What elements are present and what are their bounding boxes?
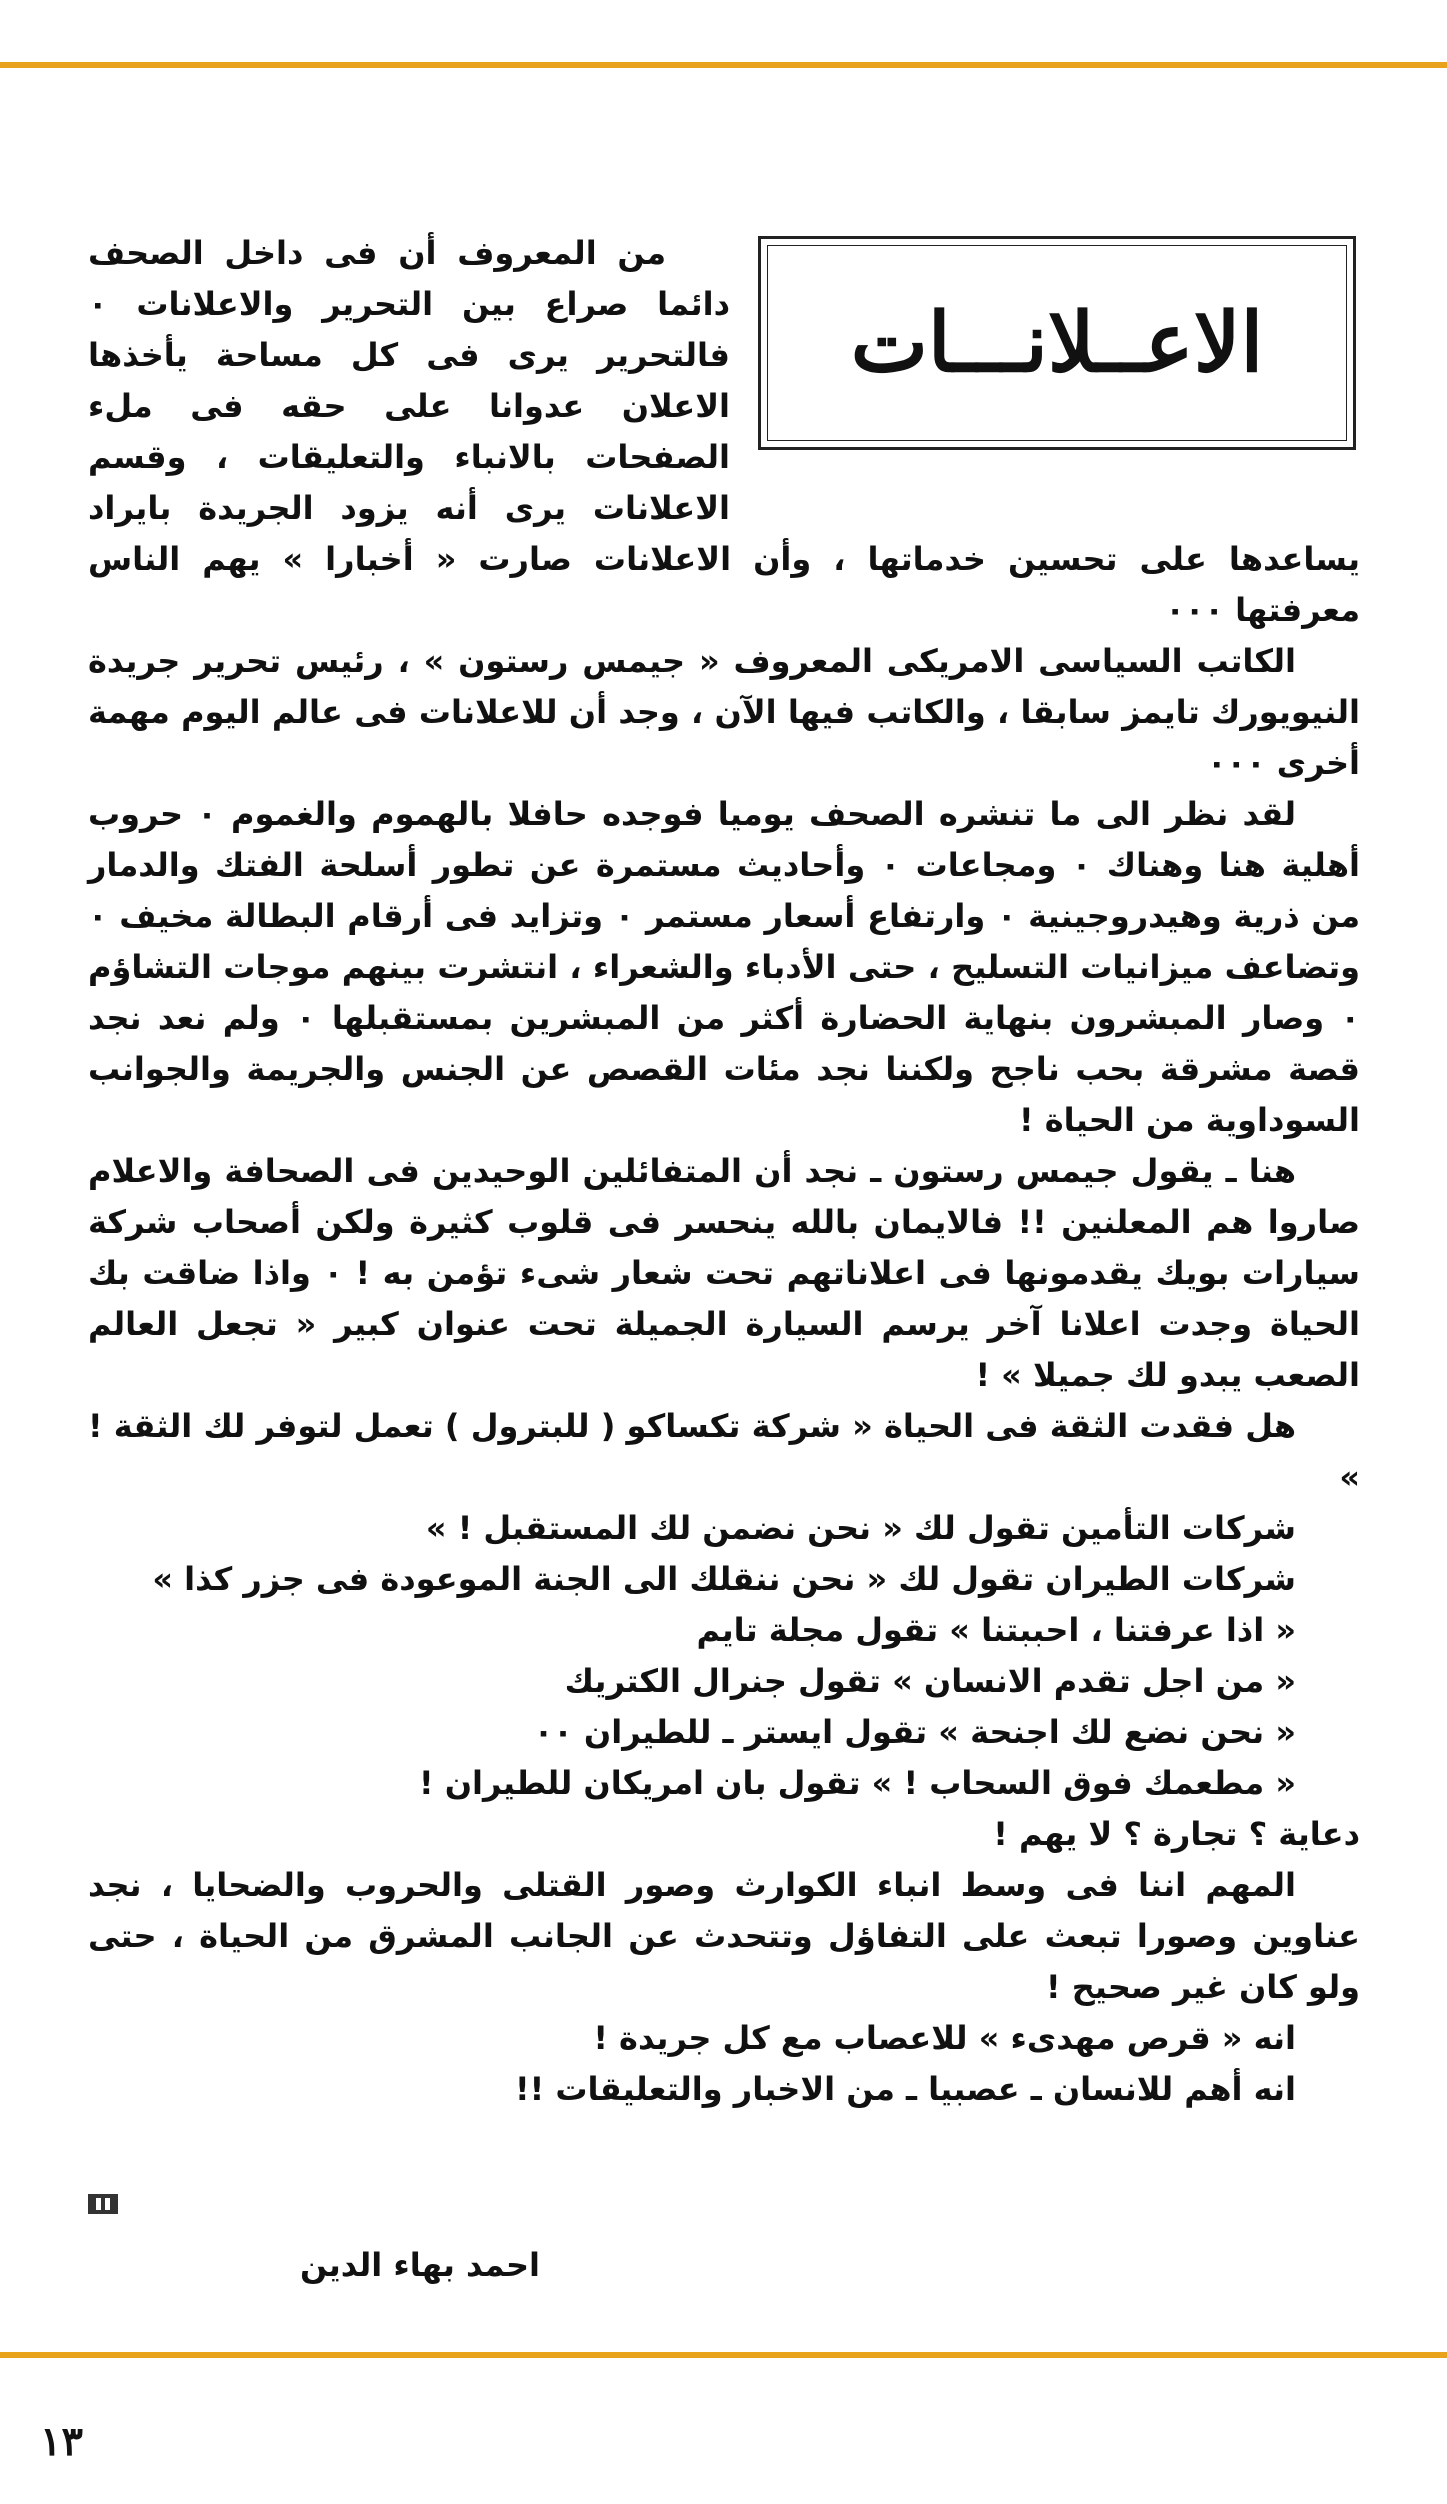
article-body <box>88 228 1360 2115</box>
ad-slogans-list <box>88 1503 1360 1809</box>
slogan-3: « اذا عرفتنا ، احببتنا » تقول مجلة تايم <box>696 1611 1296 1649</box>
end-of-article-mark <box>88 2194 118 2214</box>
slogan-2: شركات الطيران تقول لك « نحن ننقلك الى الجنة الموعودة فى جزر كذا » <box>152 1560 1296 1598</box>
author-name: احمد بهاء الدين <box>299 2246 540 2284</box>
page-number: ١٣ <box>40 2418 83 2465</box>
paragraph-5: هل فقدت الثقة فى الحياة « شركة تكساكو ( للبترول ) تعمل لتوفر لك الثقة ! » <box>88 1407 1360 1496</box>
paragraph-2: الكاتب السياسى الامريكى المعروف « جيمس رستون » ، رئيس تحرير جريدة النيويورك تايمز سابقا ، والكاتب فيها الآن ، وجد أن للاعلانات فى عالم اليوم مهمة أخرى ٠٠٠ <box>88 642 1360 782</box>
final-lines <box>88 2013 1360 2115</box>
after-quotes-line: دعاية ؟ تجارة ؟ لا يهم ! <box>993 1815 1360 1853</box>
closing-paragraph: المهم اننا فى وسط انباء الكوارث وصور القتلى والحروب والضحايا ، نجد عناوين وصورا تبعث على التفاؤل وتتحدث عن الجانب المشرق من الحياة ، حتى ولو كان غير صحيح ! <box>88 1866 1360 2006</box>
slogan-6: « مطعمك فوق السحاب ! » تقول بان امريكان للطيران ! <box>419 1764 1296 1802</box>
title-float-spacer <box>730 228 1360 484</box>
slogan-5: « نحن نضع لك اجنحة » تقول ايستر ـ للطيران ٠٠ <box>533 1713 1296 1751</box>
article-title: الاعــلانـــات <box>850 295 1264 391</box>
final-line-2: انه أهم للانسان ـ عصبيا ـ من الاخبار والتعليقات !! <box>514 2070 1296 2108</box>
paragraph-1: من المعروف أن فى داخل الصحف دائما صراع بين التحرير والاعلانات ٠ فالتحرير يرى فى كل مساحة يأخذها الاعلان عدوانا على حقه فى ملء الصفحات بالانباء والتعليقات ، وقسم الاعلانات يرى أنه يزود الجريدة بايراد يساعدها على تحسين خدماتها ، وأن الاعلانات صارت « أخبارا » يهم الناس معرفتها ٠٠٠ <box>88 234 1360 629</box>
slogan-1: شركات التأمين تقول لك « نحن نضمن لك المستقبل ! » <box>425 1509 1296 1547</box>
slogan-4: « من اجل تقدم الانسان » تقول جنرال الكتريك <box>564 1662 1296 1700</box>
paragraph-4: هنا ـ يقول جيمس رستون ـ نجد أن المتفائلين الوحيدين فى الصحافة والاعلام صاروا هم المعلنين !! فالايمان بالله ينحسر فى قلوب كثيرة ولكن أصحاب شركة سيارات بويك يقدمونها فى اعلاناتهم تحت شعار شىء تؤمن به ! ٠ واذا ضاقت بك الحياة وجدت اعلانا آخر يرسم السيارة الجميلة تحت عنوان كبير « تجعل العالم الصعب يبدو لك جميلا » ! <box>88 1152 1361 1394</box>
paragraph-3: لقد نظر الى ما تنشره الصحف يوميا فوجده حافلا بالهموم والغموم ٠ حروب أهلية هنا وهناك ٠ ومجاعات ٠ وأحاديث مستمرة عن تطور أسلحة الفتك والدمار من ذرية وهيدروجينية ٠ وارتفاع أسعار مستمر ٠ وتزايد فى أرقام البطالة مخيف ٠ وتضاعف ميزانيات التسليح ، حتى الأدباء والشعراء ، انتشرت بينهم موجات التشاؤم ٠ وصار المبشرون بنهاية الحضارة أكثر من المبشرين بمستقبلها ٠ ولم نعد نجد قصة مشرقة بحب ناجح ولكننا نجد مئات القصص عن الجنس والجريمة والجوانب السوداوية من الحياة ! <box>88 795 1361 1139</box>
final-line-1: انه « قرص مهدىء » للاعصاب مع كل جريدة ! <box>593 2019 1296 2057</box>
top-rule <box>0 62 1447 68</box>
bottom-rule <box>0 2352 1447 2358</box>
